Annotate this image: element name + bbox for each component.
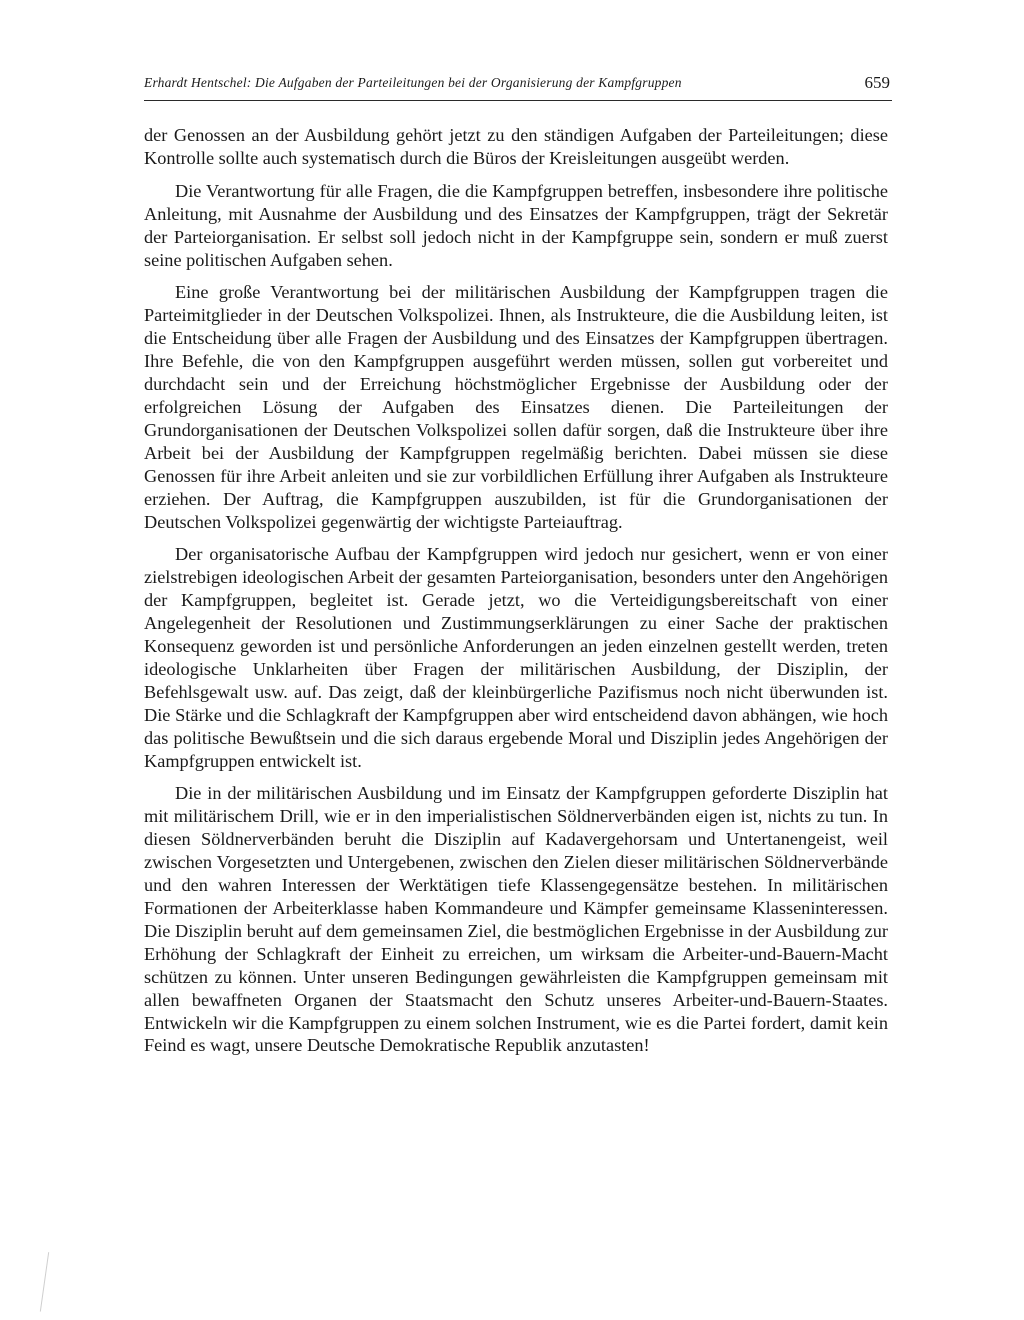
paragraph-3: Eine große Verantwortung bei der militärischen Ausbildung der Kampfgruppen tragen die Parteimitglieder in der Deutschen Volkspolizei. Ihnen, als Instrukteure, die die Ausbildung leiten, ist die Entscheidung über alle Fragen der Ausbildung und des Einsatzes der Kampfgruppen übertragen. Ihre Befehle, die von den Kampfgruppen ausgeführt werden müssen, sollen gut vorbereitet und durchdacht sein und der Erreichung höchstmöglicher Ergebnisse der Ausbildung oder der erfolgreichen Lösung der Aufgaben des Einsatzes dienen. Die Parteileitungen der Grundorganisationen der Deutschen Volkspolizei sollen dafür sorgen, daß die Instrukteure über ihre Arbeit bei der Ausbildung der Kampfgruppen regelmäßig berichten. Dabei müssen sie diese Genossen für ihre Arbeit anleiten und sie zur vorbildlichen Erfüllung ihrer Aufgaben als Instrukteure erziehen. Der Auftrag, die Kampfgruppen auszubilden, ist für die Grundorganisationen der Deutschen Volkspolizei gegenwärtig der wichtigste Parteiauftrag.	[144, 282, 888, 532]
paragraph-1: der Genossen an der Ausbildung gehört jetzt zu den ständigen Aufgaben der Parteileitungen; diese Kontrolle sollte auch systematisch durch die Büros der Kreisleitungen ausgeübt werden.	[144, 125, 888, 168]
paragraph-2: Die Verantwortung für alle Fragen, die die Kampfgruppen betreffen, insbesondere ihre politische Anleitung, mit Ausnahme der Ausbildung und des Einsatzes der Kampfgruppen, trägt der Sekretär der Parteiorganisation. Er selbst soll jedoch nicht in der Kampfgruppe sein, sondern er muß zuerst seine politischen Aufgaben sehen.	[144, 180, 888, 270]
running-title: Erhardt Hentschel: Die Aufgaben der Parteileitungen bei der Organisierung der Kampfgruppen	[144, 75, 682, 90]
paragraph-4: Der organisatorische Aufbau der Kampfgruppen wird jedoch nur gesichert, wenn er von einer zielstrebigen ideologischen Arbeit der gesamten Parteiorganisation, besonders unter den Angehörigen der Kampfgruppen, begleitet ist. Gerade jetzt, wo die Verteidigungsbereitschaft von einer Angelegenheit der Resolutionen und Zustimmungserklärungen zu einer Sache der praktischen Konsequenz geworden ist und persönliche Anforderungen an jeden einzelnen gestellt werden, treten ideologische Unklarheiten über Fragen der militärischen Ausbildung, der Disziplin, der Befehlsgewalt usw. auf. Das zeigt, daß der kleinbürgerliche Pazifismus noch nicht überwunden ist. Die Stärke und die Schlagkraft der Kampfgruppen aber wird entscheidend davon abhängen, wie hoch das politische Bewußtsein und die sich daraus ergebende Moral und Disziplin jedes Angehörigen der Kampfgruppen entwickelt ist.	[144, 544, 888, 771]
margin-scan-mark	[40, 1252, 51, 1312]
body-text	[144, 124, 888, 1067]
page-number: 659	[864, 73, 890, 92]
paragraph-5: Die in der militärischen Ausbildung und im Einsatz der Kampfgruppen geforderte Disziplin hat mit militärischem Drill, wie er in den imperialistischen Söldnerverbänden eigen ist, nichts zu tun. In diesen Söldnerverbänden beruht die Disziplin auf Kadavergehorsam und Untertanengeist, weil zwischen Vorgesetzten und Untergebenen, zwischen den Zielen dieser militärischen Söldnerverbände und den wahren Interessen der Werktätigen tiefe Klassengegensätze bestehen. In militärischen Formationen der Arbeiterklasse haben Kommandeure und Kämpfer gemeinsame Klasseninteressen. Die Disziplin beruht auf dem gemeinsamen Ziel, die bestmöglichen Ergebnisse in der Ausbildung zur Erhöhung der Schlagkraft der Einheit zu erreichen, um wirksam die Arbeiter-und-Bauern-Macht schützen zu können. Unter unseren Bedingungen gewährleisten die Kampfgruppen gemeinsam mit allen bewaffneten Organen der Staatsmacht den Schutz unseres Arbeiter-und-Bauern-Staates. Entwickeln wir die Kampfgruppen zu einem solchen Instrument, wie es die Partei fordert, damit kein Feind es wagt, unsere Deutsche Demokratische Republik anzutasten!	[144, 783, 888, 1056]
running-header	[144, 74, 892, 101]
